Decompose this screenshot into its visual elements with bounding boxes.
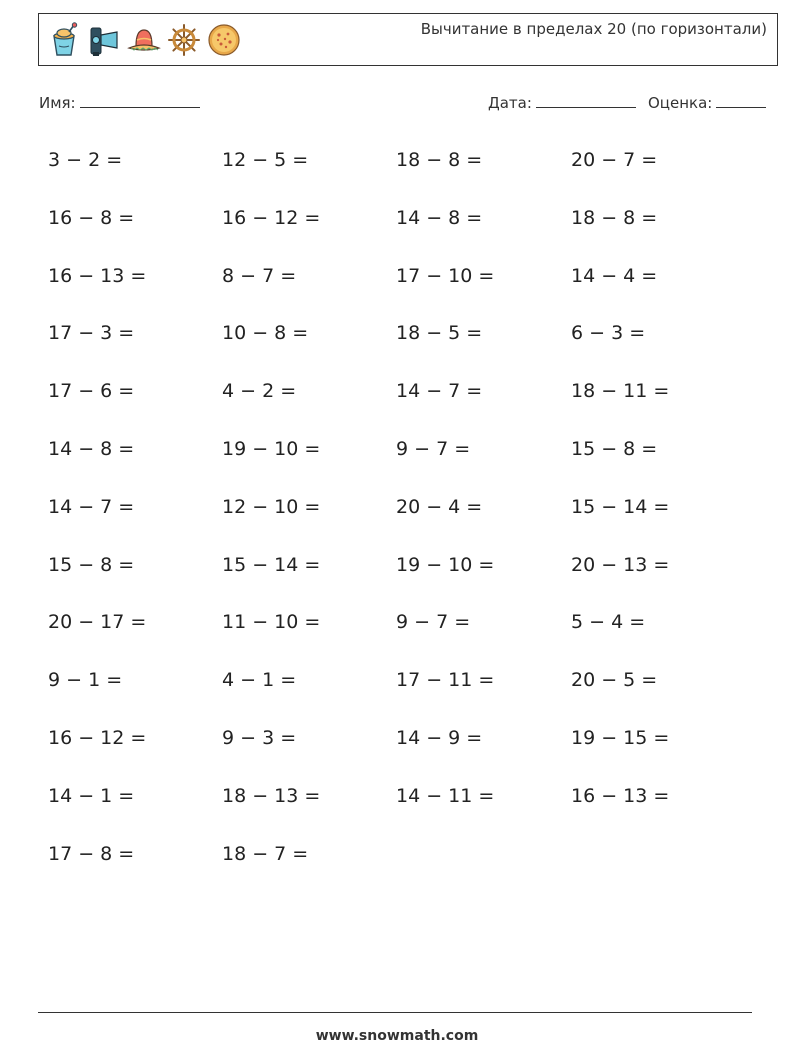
- sombrero-icon: [127, 22, 161, 58]
- problem-item: 16 − 12 =: [48, 727, 147, 749]
- problem-item: 9 − 7 =: [396, 611, 471, 633]
- problem-item: 14 − 11 =: [396, 785, 495, 807]
- name-blank-line[interactable]: [80, 93, 200, 108]
- sand-bucket-icon: [47, 22, 81, 58]
- problem-item: 8 − 7 =: [222, 265, 297, 287]
- problem-item: 18 − 7 =: [222, 843, 309, 865]
- problem-item: 14 − 7 =: [396, 380, 483, 402]
- problem-item: 14 − 8 =: [396, 207, 483, 229]
- date-field: [488, 93, 636, 113]
- problem-item: 19 − 10 =: [222, 438, 321, 460]
- date-label: Дата:: [488, 94, 532, 112]
- problem-item: 4 − 1 =: [222, 669, 297, 691]
- score-label: Оценка:: [648, 94, 713, 112]
- footer-divider: [38, 1012, 752, 1013]
- problem-item: 14 − 7 =: [48, 496, 135, 518]
- problem-item: 17 − 3 =: [48, 322, 135, 344]
- problem-item: 10 − 8 =: [222, 322, 309, 344]
- problem-item: 14 − 1 =: [48, 785, 135, 807]
- date-blank-line[interactable]: [536, 93, 636, 108]
- video-camera-icon: [87, 22, 121, 58]
- problem-item: 15 − 14 =: [222, 554, 321, 576]
- ship-wheel-icon: [167, 22, 201, 58]
- problem-item: 15 − 8 =: [571, 438, 658, 460]
- problem-item: 16 − 13 =: [571, 785, 670, 807]
- problem-item: 15 − 8 =: [48, 554, 135, 576]
- problem-item: 20 − 13 =: [571, 554, 670, 576]
- problem-item: 12 − 5 =: [222, 149, 309, 171]
- problem-item: 18 − 8 =: [571, 207, 658, 229]
- problem-item: 17 − 8 =: [48, 843, 135, 865]
- problem-item: 5 − 4 =: [571, 611, 646, 633]
- problem-item: 20 − 4 =: [396, 496, 483, 518]
- problem-item: 11 − 10 =: [222, 611, 321, 633]
- problem-item: 20 − 17 =: [48, 611, 147, 633]
- problem-item: 20 − 7 =: [571, 149, 658, 171]
- problem-item: 14 − 4 =: [571, 265, 658, 287]
- name-field: [39, 93, 200, 113]
- score-blank-line[interactable]: [716, 93, 766, 108]
- pizza-icon: [207, 22, 241, 58]
- problem-item: 19 − 10 =: [396, 554, 495, 576]
- problem-item: 17 − 10 =: [396, 265, 495, 287]
- problem-item: 15 − 14 =: [571, 496, 670, 518]
- problem-item: 9 − 1 =: [48, 669, 123, 691]
- problem-item: 18 − 13 =: [222, 785, 321, 807]
- worksheet-header: [38, 13, 778, 66]
- problem-item: 18 − 11 =: [571, 380, 670, 402]
- footer-url: www.snowmath.com: [315, 1028, 479, 1044]
- problem-item: 19 − 15 =: [571, 727, 670, 749]
- problem-item: 6 − 3 =: [571, 322, 646, 344]
- problem-item: 16 − 8 =: [48, 207, 135, 229]
- problem-item: 16 − 13 =: [48, 265, 147, 287]
- problem-item: 18 − 5 =: [396, 322, 483, 344]
- header-icons: [47, 20, 241, 60]
- problem-item: 14 − 9 =: [396, 727, 483, 749]
- problem-item: 18 − 8 =: [396, 149, 483, 171]
- problem-item: 9 − 3 =: [222, 727, 297, 749]
- problem-item: 12 − 10 =: [222, 496, 321, 518]
- problem-item: 16 − 12 =: [222, 207, 321, 229]
- score-field: [648, 93, 766, 113]
- problem-item: 17 − 6 =: [48, 380, 135, 402]
- problem-item: 20 − 5 =: [571, 669, 658, 691]
- problem-item: 3 − 2 =: [48, 149, 123, 171]
- problem-item: 17 − 11 =: [396, 669, 495, 691]
- problem-item: 9 − 7 =: [396, 438, 471, 460]
- problem-item: 14 − 8 =: [48, 438, 135, 460]
- name-label: Имя:: [39, 94, 76, 112]
- problem-item: 4 − 2 =: [222, 380, 297, 402]
- worksheet-title: Вычитание в пределах 20 (по горизонтали): [420, 20, 767, 38]
